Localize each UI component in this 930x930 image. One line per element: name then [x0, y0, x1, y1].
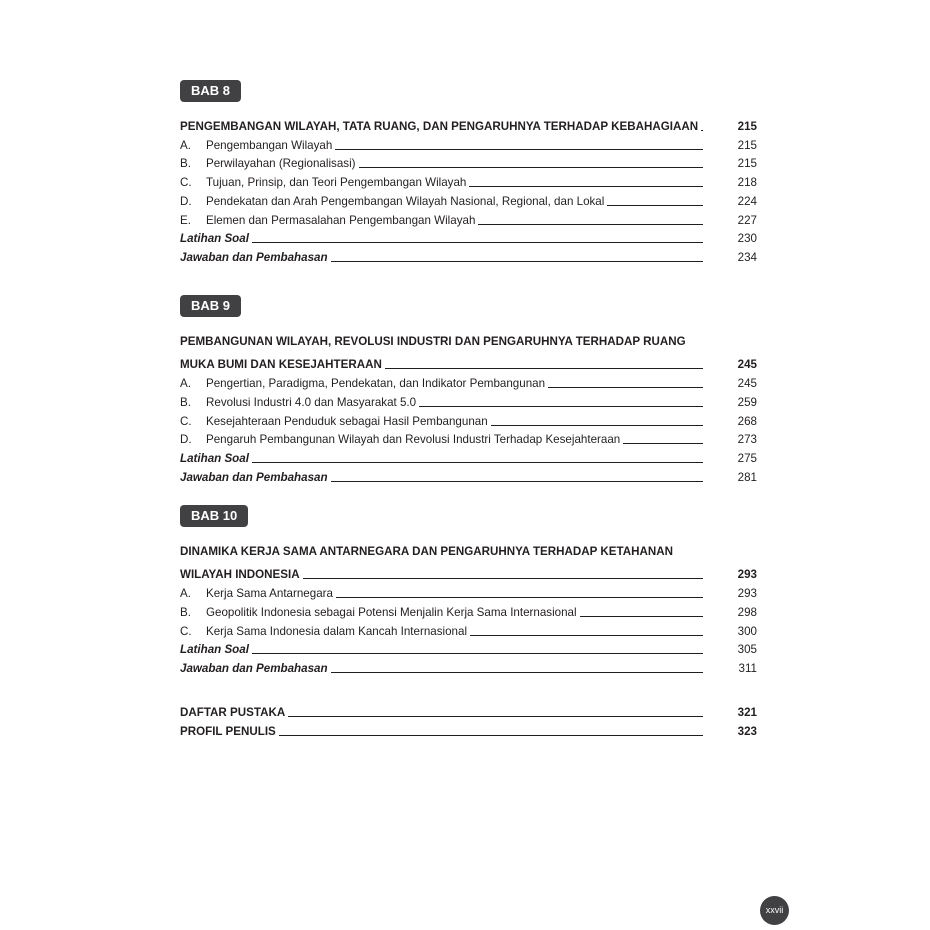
toc-entry[interactable]: [180, 375, 757, 391]
page-number: 215: [737, 157, 757, 170]
bab-8-label: BAB 8: [180, 80, 241, 102]
entry-text: Kesejahteraan Penduduk sebagai Hasil Pembangunan: [206, 415, 488, 428]
entry-text: DAFTAR PUSTAKA: [180, 706, 286, 719]
page-number: 275: [737, 452, 757, 465]
page-number: 227: [737, 214, 757, 227]
entry-letter: B.: [180, 606, 191, 619]
page-number: 268: [737, 415, 757, 428]
entry-letter: C.: [180, 176, 192, 189]
bab-10-title-line1: DINAMIKA KERJA SAMA ANTARNEGARA DAN PENGARUHNYA TERHADAP KETAHANAN: [180, 545, 673, 558]
bab-9-label: BAB 9: [180, 295, 241, 317]
entry-text: Latihan Soal: [180, 232, 249, 245]
entry-text: Jawaban dan Pembahasan: [180, 251, 328, 264]
leader-line: [252, 462, 703, 463]
leader-line: [331, 261, 703, 262]
page-number: 215: [737, 139, 757, 152]
leader-line: [331, 481, 703, 482]
bab-8-title: PENGEMBANGAN WILAYAH, TATA RUANG, DAN PENGARUHNYA TERHADAP KEBAHAGIAAN: [180, 120, 699, 133]
bab-8-title-row[interactable]: [180, 118, 757, 134]
leader-line: [470, 635, 703, 636]
bab-10-label: BAB 10: [180, 505, 248, 527]
bab-10-title-line2: WILAYAH INDONESIA: [180, 568, 300, 581]
entry-letter: C.: [180, 415, 192, 428]
entry-text: Kerja Sama Antarnegara: [206, 587, 333, 600]
page-number: 230: [737, 232, 757, 245]
toc-entry[interactable]: [180, 585, 757, 601]
leader-line: [701, 130, 703, 131]
leader-line: [252, 242, 703, 243]
leader-line: [279, 735, 703, 736]
entry-letter: A.: [180, 139, 191, 152]
page-number: 321: [737, 706, 757, 719]
leader-line: [335, 149, 703, 150]
entry-letter: D.: [180, 433, 192, 446]
entry-letter: C.: [180, 625, 192, 638]
toc-entry[interactable]: [180, 212, 757, 228]
entry-text: Latihan Soal: [180, 452, 249, 465]
toc-entry[interactable]: [180, 155, 757, 171]
latihan-soal-entry[interactable]: [180, 230, 757, 246]
toc-entry[interactable]: [180, 623, 757, 639]
page-number: 245: [737, 377, 757, 390]
leader-line: [419, 406, 703, 407]
page-number: 218: [737, 176, 757, 189]
leader-line: [385, 368, 703, 369]
leader-line: [607, 205, 703, 206]
leader-line: [478, 224, 703, 225]
entry-text: Pengaruh Pembangunan Wilayah dan Revolusi Industri Terhadap Kesejahteraan: [206, 433, 621, 446]
page-number: 245: [737, 358, 757, 371]
jawaban-entry[interactable]: [180, 249, 757, 265]
jawaban-entry[interactable]: [180, 469, 757, 485]
daftar-pustaka-entry[interactable]: [180, 704, 757, 720]
latihan-soal-entry[interactable]: [180, 450, 757, 466]
entry-letter: B.: [180, 157, 191, 170]
leader-line: [359, 167, 703, 168]
toc-entry[interactable]: [180, 394, 757, 410]
jawaban-entry[interactable]: [180, 660, 757, 676]
page-number: 273: [737, 433, 757, 446]
entry-letter: A.: [180, 587, 191, 600]
entry-text: Perwilayahan (Regionalisasi): [206, 157, 356, 170]
entry-text: Kerja Sama Indonesia dalam Kancah Internasional: [206, 625, 468, 638]
leader-line: [469, 186, 703, 187]
entry-letter: B.: [180, 396, 191, 409]
leader-line: [336, 597, 703, 598]
bab-9-title-line1: PEMBANGUNAN WILAYAH, REVOLUSI INDUSTRI DAN PENGARUHNYA TERHADAP RUANG: [180, 335, 686, 348]
page-number: 281: [737, 471, 757, 484]
leader-line: [548, 387, 703, 388]
leader-line: [623, 443, 703, 444]
entry-letter: A.: [180, 377, 191, 390]
page-number: 224: [737, 195, 757, 208]
page-number: 215: [737, 120, 757, 133]
toc-entry[interactable]: [180, 174, 757, 190]
page-number: 311: [738, 662, 757, 675]
page-folio-badge: xxvii: [760, 896, 789, 925]
page-number: 259: [737, 396, 757, 409]
entry-text: Geopolitik Indonesia sebagai Potensi Menjalin Kerja Sama Internasional: [206, 606, 577, 619]
entry-text: Jawaban dan Pembahasan: [180, 662, 328, 675]
bab-9-title-row[interactable]: [180, 356, 757, 372]
toc-entry[interactable]: [180, 413, 757, 429]
latihan-soal-entry[interactable]: [180, 641, 757, 657]
entry-text: Elemen dan Permasalahan Pengembangan Wilayah: [206, 214, 476, 227]
toc-entry[interactable]: [180, 137, 757, 153]
entry-text: Revolusi Industri 4.0 dan Masyarakat 5.0: [206, 396, 417, 409]
entry-text: Latihan Soal: [180, 643, 249, 656]
entry-letter: E.: [180, 214, 191, 227]
leader-line: [331, 672, 703, 673]
toc-entry[interactable]: [180, 604, 757, 620]
toc-entry[interactable]: [180, 193, 757, 209]
entry-text: Pendekatan dan Arah Pengembangan Wilayah Nasional, Regional, dan Lokal: [206, 195, 605, 208]
entry-text: Pengertian, Paradigma, Pendekatan, dan Indikator Pembangunan: [206, 377, 546, 390]
leader-line: [252, 653, 703, 654]
leader-line: [491, 425, 703, 426]
leader-line: [303, 578, 703, 579]
leader-line: [580, 616, 703, 617]
page-number: 293: [737, 568, 757, 581]
page-number: 300: [737, 625, 757, 638]
bab-10-title-row[interactable]: [180, 566, 757, 582]
entry-text: Jawaban dan Pembahasan: [180, 471, 328, 484]
entry-letter: D.: [180, 195, 192, 208]
profil-penulis-entry[interactable]: [180, 723, 757, 739]
entry-text: Pengembangan Wilayah: [206, 139, 333, 152]
leader-line: [288, 716, 703, 717]
page-number: 323: [737, 725, 757, 738]
page-number: 305: [737, 643, 757, 656]
page-number: 234: [737, 251, 757, 264]
toc-entry[interactable]: [180, 431, 757, 447]
page-number: 293: [737, 587, 757, 600]
bab-9-title-line2: MUKA BUMI DAN KESEJAHTERAAN: [180, 358, 382, 371]
page-number: 298: [737, 606, 757, 619]
entry-text: PROFIL PENULIS: [180, 725, 276, 738]
entry-text: Tujuan, Prinsip, dan Teori Pengembangan Wilayah: [206, 176, 467, 189]
